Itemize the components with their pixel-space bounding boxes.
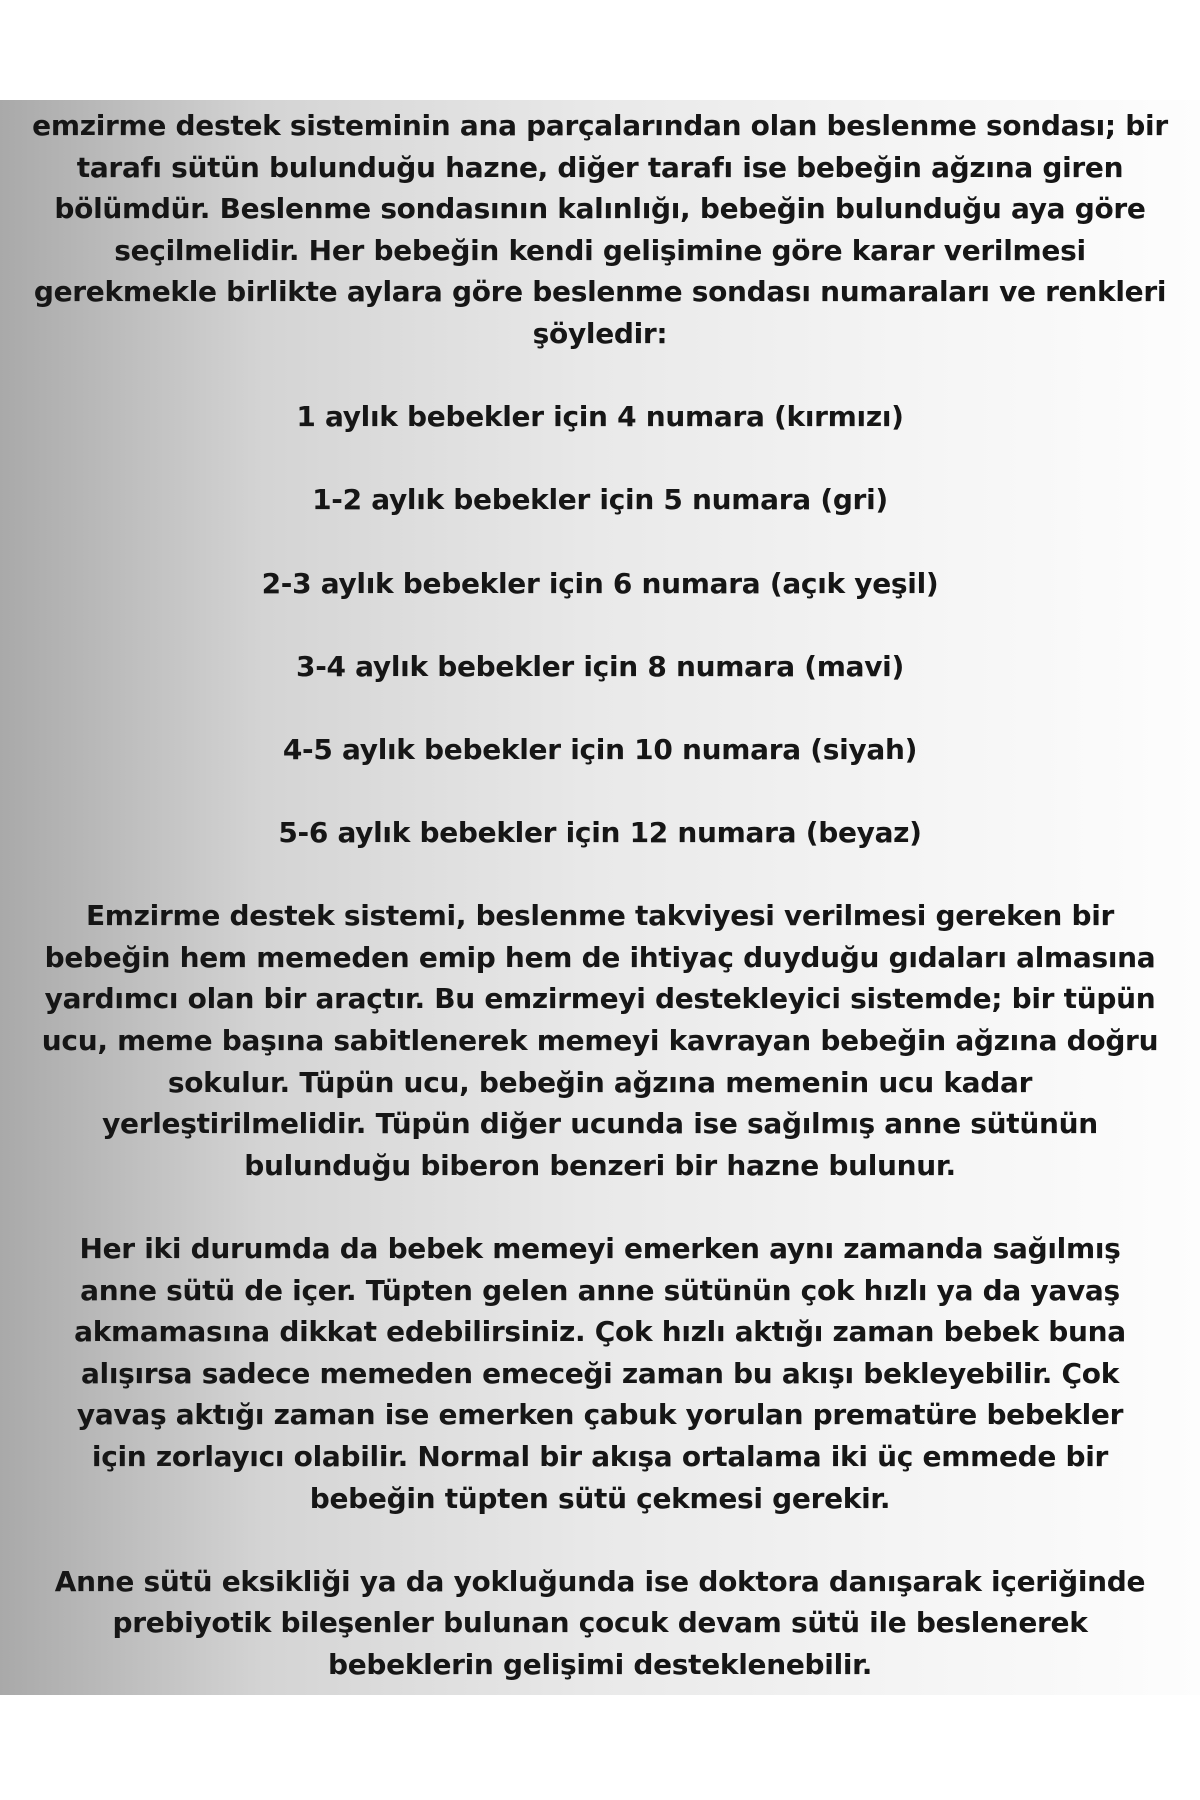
article-body (0, 105, 1200, 1686)
intro-paragraph: emzirme destek sisteminin ana parçalarından olan beslenme sondası; bir tarafı sütün bulunduğu hazne, diğer tarafı ise bebeğin ağzına giren bölümdür. Beslenme sondasının kalınlığı, bebeğin bulunduğu aya göre seçilmelidir. Her bebeğin kendi gelişimine göre karar verilmesi gerekmekle birlikte aylara göre beslenme sondası numaraları ve renkleri şöyledir: (32, 109, 1168, 350)
size-item-5-6-months: 5-6 aylık bebekler için 12 numara (beyaz) (278, 816, 922, 850)
feeding-tube-size-list (0, 396, 1200, 854)
size-item-1-month: 1 aylık bebekler için 4 numara (kırmızı) (296, 400, 904, 434)
size-item-4-5-months: 4-5 aylık bebekler için 10 numara (siyah) (282, 732, 918, 766)
size-item-1-2-months: 1-2 aylık bebekler için 5 numara (gri) (312, 483, 888, 517)
flow-paragraph: Her iki durumda da bebek memeyi emerken aynı zamanda sağılmış anne sütü de içer. Tüpten gelen anne sütünün çok hızlı ya da yavaş akmamasına dikkat edebilirsiniz. Çok hızlı aktığı zaman bebek buna alışırsa sadece memeden emeceği zaman bu akışı bekleyebilir. Çok yavaş aktığı zaman ise emerken çabuk yorulan prematüre bebekler için zorlayıcı olabilir. Normal bir akışa ortalama iki üç emmede bir bebeğin tüpten sütü çekmesi gerekir. (74, 1232, 1126, 1515)
gradient-text-panel (0, 100, 1200, 1695)
size-item-2-3-months: 2-3 aylık bebekler için 6 numara (açık yeşil) (261, 566, 939, 600)
closing-paragraph: Anne sütü eksikliği ya da yokluğunda ise doktora danışarak içeriğinde prebiyotik bileşenler bulunan çocuk devam sütü ile beslenerek bebeklerin gelişimi desteklenebilir. (54, 1564, 1146, 1681)
size-item-3-4-months: 3-4 aylık bebekler için 8 numara (mavi) (296, 649, 904, 683)
system-paragraph: Emzirme destek sistemi, beslenme takviyesi verilmesi gereken bir bebeğin hem memeden emip hem de ihtiyaç duyduğu gıdaları almasına yardımcı olan bir araçtır. Bu emzirmeyi destekleyici sistemde; bir tüpün ucu, meme başına sabitlenerek memeyi kavrayan bebeğin ağzına doğru sokulur. Tüpün ucu, bebeğin ağzına memenin ucu kadar yerleştirilmelidir. Tüpün diğer ucunda ise sağılmış anne sütünün bulunduğu biberon benzeri bir hazne bulunur. (41, 899, 1159, 1182)
